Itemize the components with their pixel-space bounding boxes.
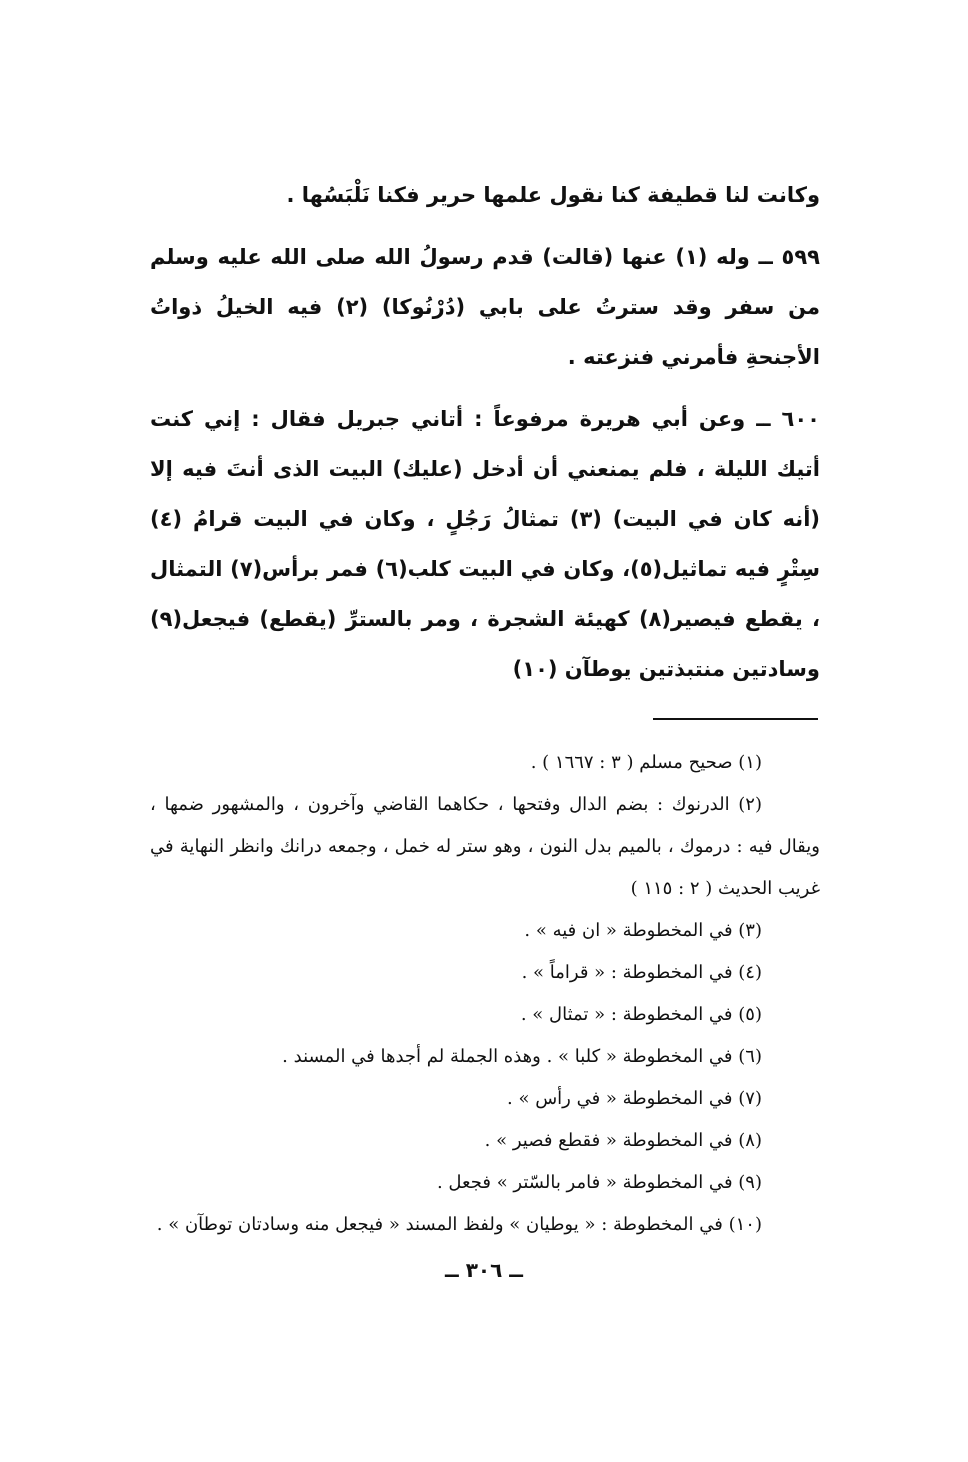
footnote-9: (٩) في المخطوطة « فامر بالسّتر » فجعل . (436, 1172, 762, 1193)
footnote-8: (٨) في المخطوطة « فقطع فصير » . (484, 1130, 762, 1151)
footnote-2: (٢) الدرنوك : بضم الدال وفتحها ، حكاهما القاضي وآخرون ، والمشهور ضمها ، ويقال فيه : درموك ، بالميم بدل النون ، وهو ستر له خمل ، وجمعه درانك وانظر النهاية في غريب الحديث ( ٢ : ١١٥ ) (150, 794, 820, 899)
footnote-4: (٤) في المخطوطة : « قراماً » . (521, 962, 762, 983)
paragraph-continuation: وكانت لنا قطيفة كنا نقول علمها حرير فكنا نَلْبَسُها . (286, 183, 820, 207)
footnote-divider (653, 718, 818, 720)
footnote-7: (٧) في المخطوطة « في رأس » . (507, 1088, 762, 1109)
footnote-10: (١٠) في المخطوطة : « يوطيان » ولفظ المسند « فيجعل منه وسادتان توطآن » . (156, 1214, 762, 1235)
page-body (150, 170, 820, 1246)
main-text (150, 170, 820, 694)
footnote-6: (٦) في المخطوطة « كلبا » . وهذه الجملة لم أجدها في المسند . (282, 1046, 762, 1067)
footnotes (150, 742, 820, 1246)
hadith-600: ٦٠٠ ــ وعن أبي هريرة مرفوعاً : أتاني جبريل فقال : إني كنت أتيك الليلة ، فلم يمنعني أن أدخل (عليك) البيت الذى أنتَ فيه إلا (أنه كان في البيت) (٣) تمثالُ رَجُلٍ ، وكان في البيت قرامُ (٤) سِتْرٍ فيه تماثيل(٥)، وكان في البيت كلب(٦) فمر برأس(٧) التمثال ، يقطع فيصير(٨) كهيئة الشجرة ، ومر بالسترِّ (يقطع) فيجعل(٩) وسادتين منتبذتين يوطآن (١٠) (150, 407, 821, 681)
footnote-3: (٣) في المخطوطة « ان فيه » . (524, 920, 762, 941)
footnote-1: (١) صحيح مسلم ( ٣ : ١٦٦٧ ) . (530, 752, 762, 773)
page-number: ــ ٣٠٦ ــ (445, 1258, 523, 1282)
footnote-5: (٥) في المخطوطة : « تمثال » . (520, 1004, 762, 1025)
hadith-599: ٥٩٩ ــ وله (١) عنها (قالت) قدم رسولُ الله صلى الله عليه وسلم من سفر وقد سترتُ على بابي (دُرْنُوكا) (٢) فيه الخيلُ ذواتُ الأجنحةِ فأمرني فنزعته . (150, 245, 820, 369)
